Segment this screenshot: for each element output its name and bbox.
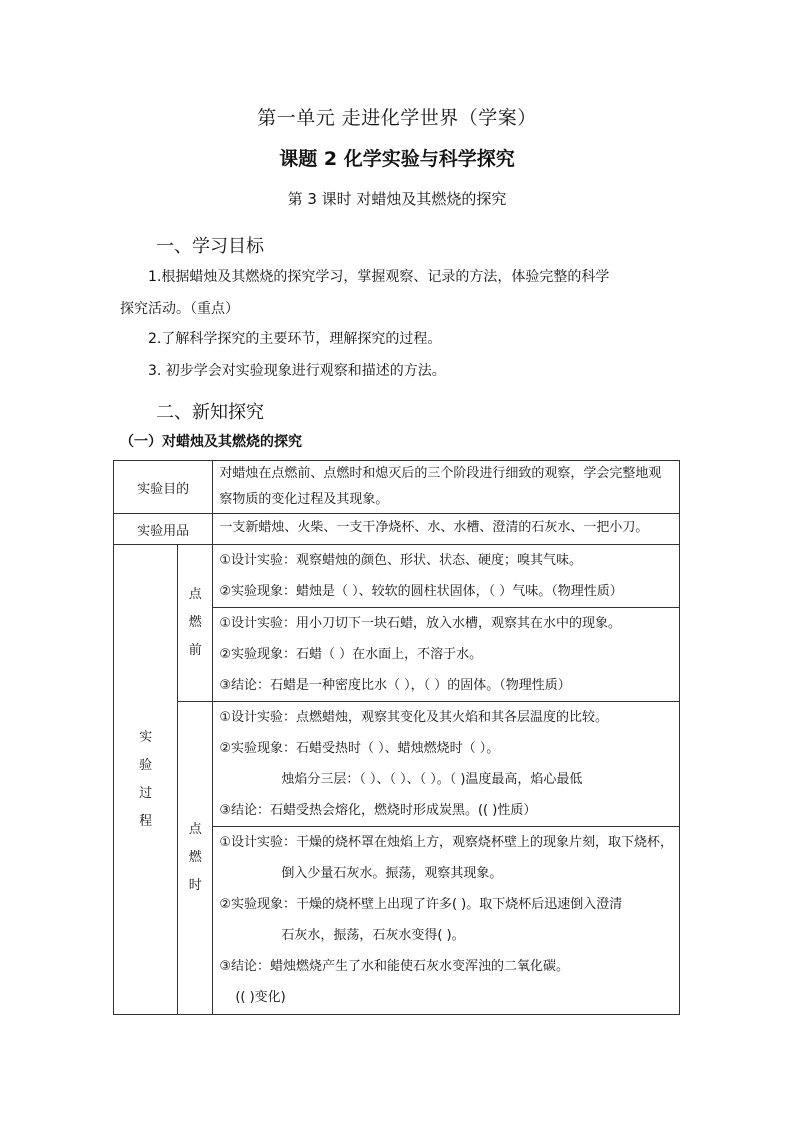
purpose-line-1: 对蜡烛在点燃前、点燃时和熄灭后的三个阶段进行细致的观察，学会完整地观 <box>219 466 662 481</box>
table-row-during-1 <box>114 702 680 827</box>
before-ignition-label <box>178 545 213 702</box>
d2-line-6: (( )变化) <box>235 990 286 1005</box>
during-cell-2 <box>213 827 680 1015</box>
purpose-cell <box>213 461 680 514</box>
d1-line-2: ②实验现象：石蜡受热时（ ）、蜡烛燃烧时（ ）。 <box>219 741 500 756</box>
before-ignition-text: 点燃前 <box>188 587 202 658</box>
table-row-materials <box>114 514 680 545</box>
goal-1-line-2: 探究活动。（重点） <box>120 301 239 317</box>
d2-line-5: ③结论：蜡烛燃烧产生了水和能使石灰水变浑浊的二氧化碳。 <box>219 959 569 974</box>
materials-text: 一支新蜡烛、火柴、一支干净烧杯、水、水槽、澄清的石灰水、一把小刀。 <box>219 520 649 535</box>
before-cell-2 <box>213 608 680 702</box>
d2-line-1: ①设计实验：干燥的烧杯罩在烛焰上方，观察烧杯壁上的现象片刻，取下烧杯， <box>219 835 673 850</box>
b1-line-2: ②实验现象：蜡烛是（ ）、较软的圆柱状固体，（ ）气味。（物理性质） <box>219 584 623 599</box>
d1-line-1: ①设计实验：点燃蜡烛，观察其变化及其火焰和其各层温度的比较。 <box>219 710 608 725</box>
lesson-subtitle: 课题 2 化学实验与科学探究 <box>279 148 515 170</box>
document-title: 第一单元 走进化学世界（学案） <box>257 107 537 129</box>
goal-1-line-1: 1.根据蜡烛及其燃烧的探究学习，掌握观察、记录的方法，体验完整的科学 <box>148 269 610 285</box>
during-ignition-text: 点燃时 <box>188 822 202 893</box>
during-ignition-label <box>178 702 213 1015</box>
goal-2: 2.了解科学探究的主要环节，理解探究的过程。 <box>148 331 442 347</box>
section-heading-goals: 一、学习目标 <box>156 236 264 257</box>
purpose-label: 实验目的 <box>114 461 213 514</box>
d2-line-2: 倒入少量石灰水。振荡，观察其现象。 <box>281 866 503 881</box>
b1-line-1: ①设计实验：观察蜡烛的颜色、形状、状态、硬度；嗅其气味。 <box>219 553 582 568</box>
subsection-heading: （一）对蜡烛及其燃烧的探究 <box>120 434 302 450</box>
d2-line-3: ②实验现象：干燥的烧杯壁上出现了许多( )。取下烧杯后迅速倒入澄清 <box>219 897 623 912</box>
d1-line-3: 烛焰分三层：（ ）、（ ）、（ ）。（ )温度最高，焰心最低 <box>281 772 583 787</box>
section-heading-explore: 二、新知探究 <box>156 402 264 423</box>
b2-line-3: ③结论：石蜡是一种密度比水（ ），（ ）的固体。（物理性质） <box>219 678 571 693</box>
purpose-line-2: 察物质的变化过程及其现象。 <box>219 492 389 507</box>
process-label <box>114 545 178 1015</box>
d2-line-4: 石灰水，振荡，石灰水变得( )。 <box>281 928 465 943</box>
process-label-text: 实验过程 <box>139 729 153 829</box>
b2-line-2: ②实验现象：石蜡（ ）在水面上，不溶于水。 <box>219 647 483 662</box>
materials-label: 实验用品 <box>114 514 213 545</box>
before-cell-1 <box>213 545 680 608</box>
table-row-purpose <box>114 461 680 514</box>
d1-line-4: ③结论：石蜡受热会熔化，燃烧时形成炭黑。(( )性质） <box>219 803 537 818</box>
table-row-before-1 <box>114 545 680 608</box>
experiment-table <box>113 460 680 1015</box>
during-cell-1 <box>213 702 680 827</box>
materials-cell <box>213 514 680 545</box>
goal-3: 3. 初步学会对实验现象进行观察和描述的方法。 <box>148 363 446 379</box>
b2-line-1: ①设计实验：用小刀切下一块石蜡，放入水槽，观察其在水中的现象。 <box>219 616 621 631</box>
lesson-period: 第 3 课时 对蜡烛及其燃烧的探究 <box>287 190 507 208</box>
